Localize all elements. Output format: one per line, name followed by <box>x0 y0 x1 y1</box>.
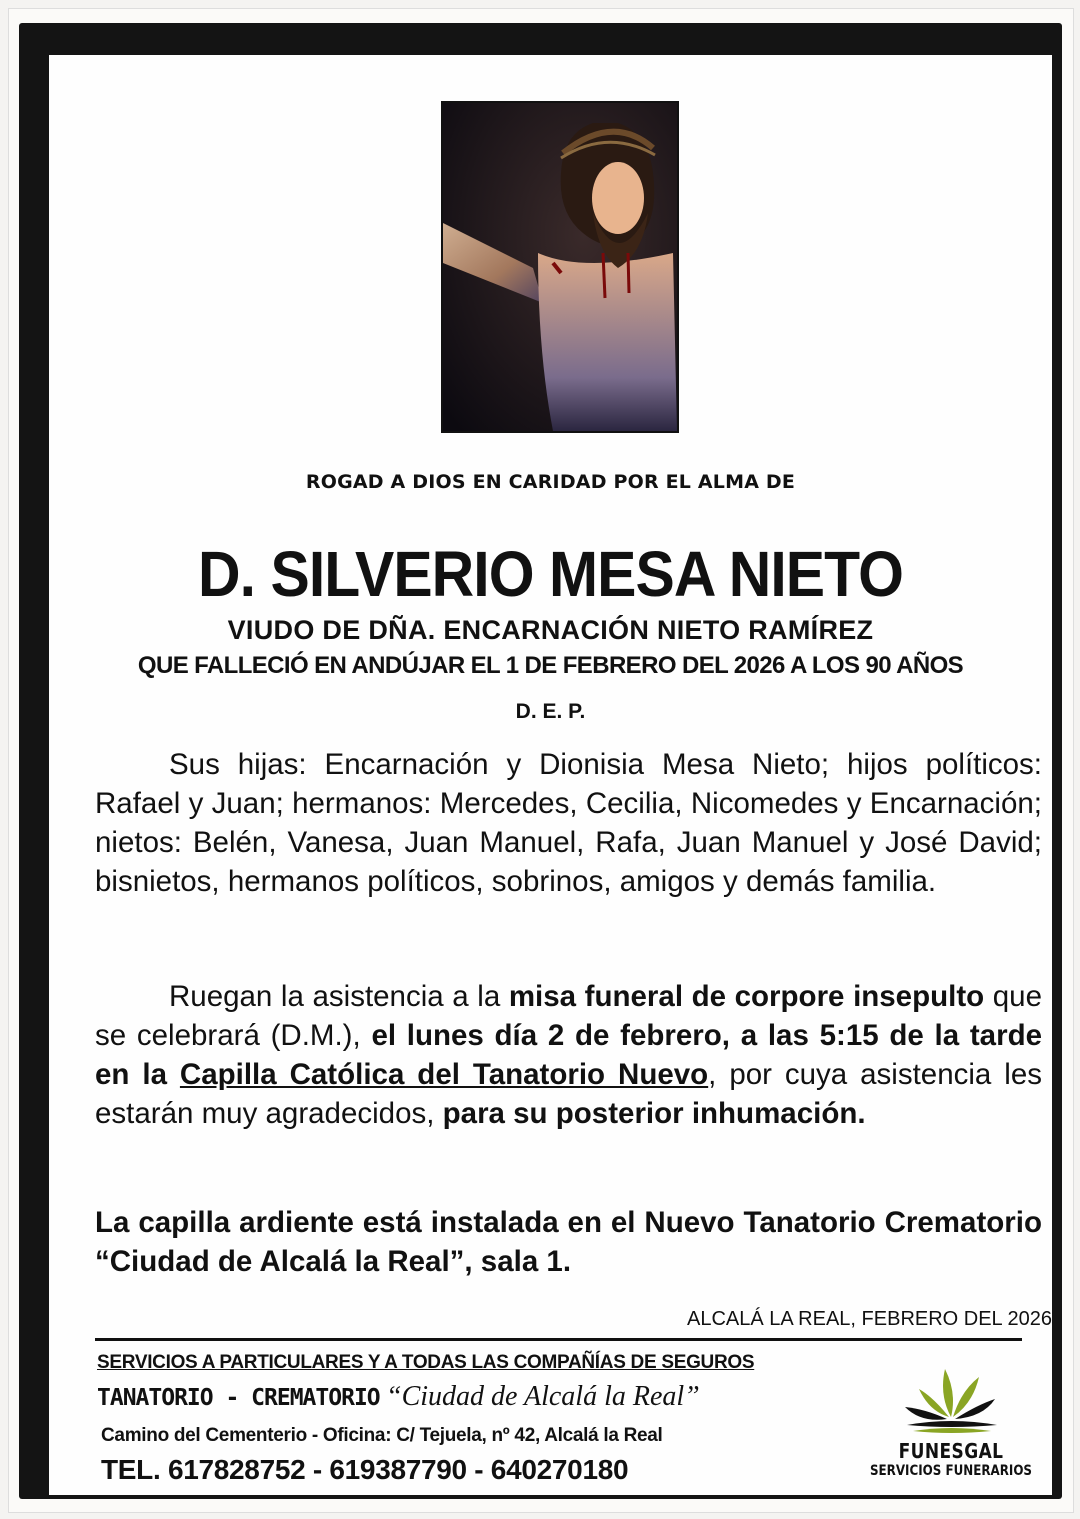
facility-name: “Ciudad de Alcalá la Real” <box>386 1381 700 1412</box>
brand-name: FUNESGAL <box>898 1439 1004 1463</box>
black-frame <box>19 23 1062 1499</box>
passing-details: QUE FALLECIÓ EN ANDÚJAR EL 1 DE FEBRERO DEL 2026 A LOS 90 AÑOS <box>137 652 964 679</box>
crucifix-illustration-icon <box>443 103 677 431</box>
address-line: Camino del Cementerio - Oficina: C/ Tejuela, nº 42, Alcalá la Real <box>101 1425 663 1446</box>
footer-divider <box>95 1338 1022 1341</box>
chapel-paragraph: La capilla ardiente está instalada en el Nuevo Tanatorio Crematorio “Ciudad de Alcalá la Real”, sala 1. <box>95 1206 1042 1278</box>
rip-line: D. E. P. <box>515 700 586 723</box>
facility-line <box>97 1381 700 1413</box>
funeral-paragraph <box>95 977 1042 1133</box>
place-date: ALCALÁ LA REAL, FEBRERO DEL 2026 <box>687 1308 1052 1330</box>
deceased-name: D. SILVERIO MESA NIETO <box>198 538 903 610</box>
christ-crucified-image <box>441 101 679 433</box>
services-line: SERVICIOS A PARTICULARES Y A TODAS LAS COMPAÑÍAS DE SEGUROS <box>97 1352 755 1373</box>
prayer-request: ROGAD A DIOS EN CARIDAD POR EL ALMA DE <box>305 471 796 493</box>
funeral-burial-note: para su posterior inhumación. <box>442 1097 866 1130</box>
funeral-mass-type: misa funeral de corpore insepulto <box>508 980 985 1013</box>
funeral-date-time: el lunes día 2 de febrero, a las 5:15 de la tarde en la <box>95 1019 1042 1091</box>
funeral-text-1: Ruegan la asistencia a la <box>169 980 509 1013</box>
obituary-sheet <box>8 8 1074 1513</box>
family-paragraph <box>95 745 1042 901</box>
brand-subtitle: SERVICIOS FUNERARIOS <box>869 1463 1033 1479</box>
facility-type: TANATORIO - CREMATORIO <box>97 1385 380 1411</box>
widow-of-line: VIUDO DE DÑA. ENCARNACIÓN NIETO RAMÍREZ <box>227 615 874 645</box>
funeral-text-3: que se celebrará (D.M.), <box>95 980 1042 1052</box>
phones-line: TEL. 617828752 - 619387790 - 640270180 <box>101 1454 629 1485</box>
funeral-venue: Capilla Católica del Tanatorio Nuevo <box>179 1058 709 1091</box>
funeral-text-6: , por cuya asistencia les estarán muy agradecidos, <box>95 1058 1042 1130</box>
obituary-card <box>49 55 1052 1495</box>
leaves-logo-icon <box>899 1355 1003 1435</box>
family-text: Sus hijas: Encarnación y Dionisia Mesa Nieto; hijos políticos: Rafael y Juan; hermanos: Mercedes, Cecilia, Nicomedes y Encarnación; nietos: Belén, Vanesa, Juan Manuel, Rafa, Juan Manuel y José David; bisnietos, hermanos políticos, sobrinos, amigos y demás familia. <box>95 748 1042 898</box>
funesgal-logo <box>861 1355 1041 1490</box>
